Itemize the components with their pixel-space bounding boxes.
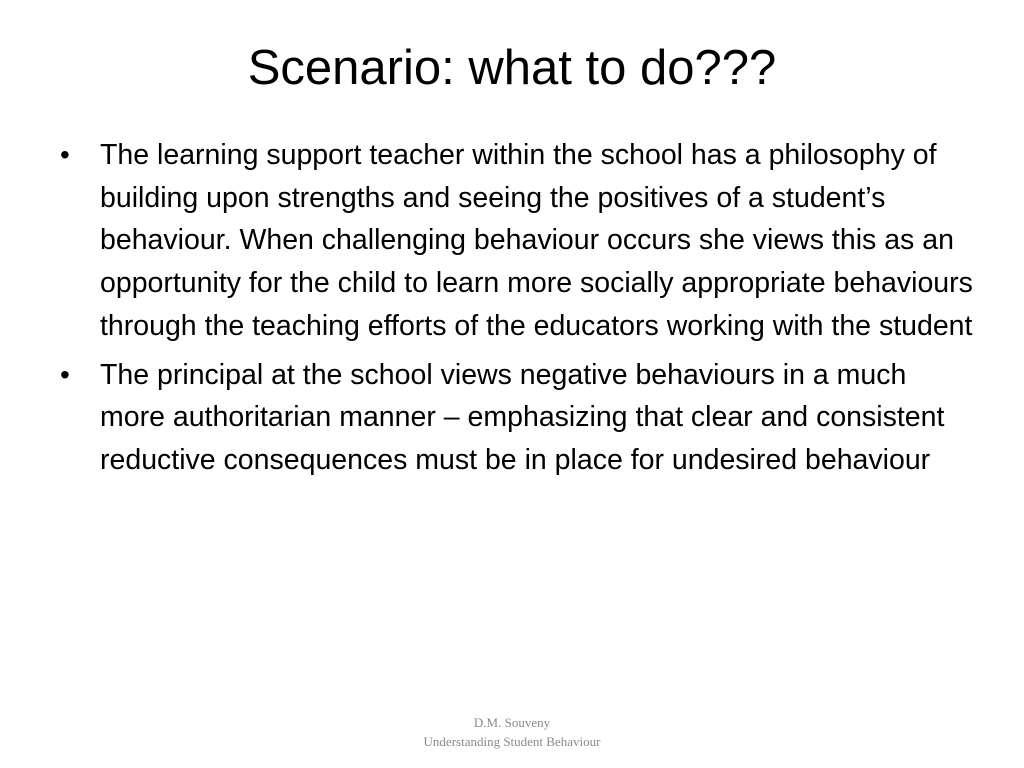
- bullet-icon: •: [60, 139, 70, 170]
- bullet-icon: •: [60, 358, 70, 390]
- bullet-list: [56, 134, 976, 488]
- bullet-item: [56, 354, 976, 482]
- footer-author: D.M. Souveny: [473, 715, 551, 730]
- slide-title: Scenario: what to do???: [247, 41, 777, 95]
- footer-course: Understanding Student Behaviour: [423, 734, 601, 749]
- bullet-text: The principal at the school views negative behaviours in a much more authoritarian manner – emphasizing that clear and consistent reductive consequences must be in place for undesired behaviour: [100, 358, 945, 476]
- bullet-item: [56, 134, 976, 348]
- slide-footer: [330, 713, 694, 751]
- bullet-text: The learning support teacher within the school has a philosophy of building upon strengths and seeing the positives of a student’s behaviour. When challenging behaviour occurs she views this as an opportunity for the child to learn more socially appropriate behaviours through the teaching efforts of the educators working with the student: [100, 139, 973, 342]
